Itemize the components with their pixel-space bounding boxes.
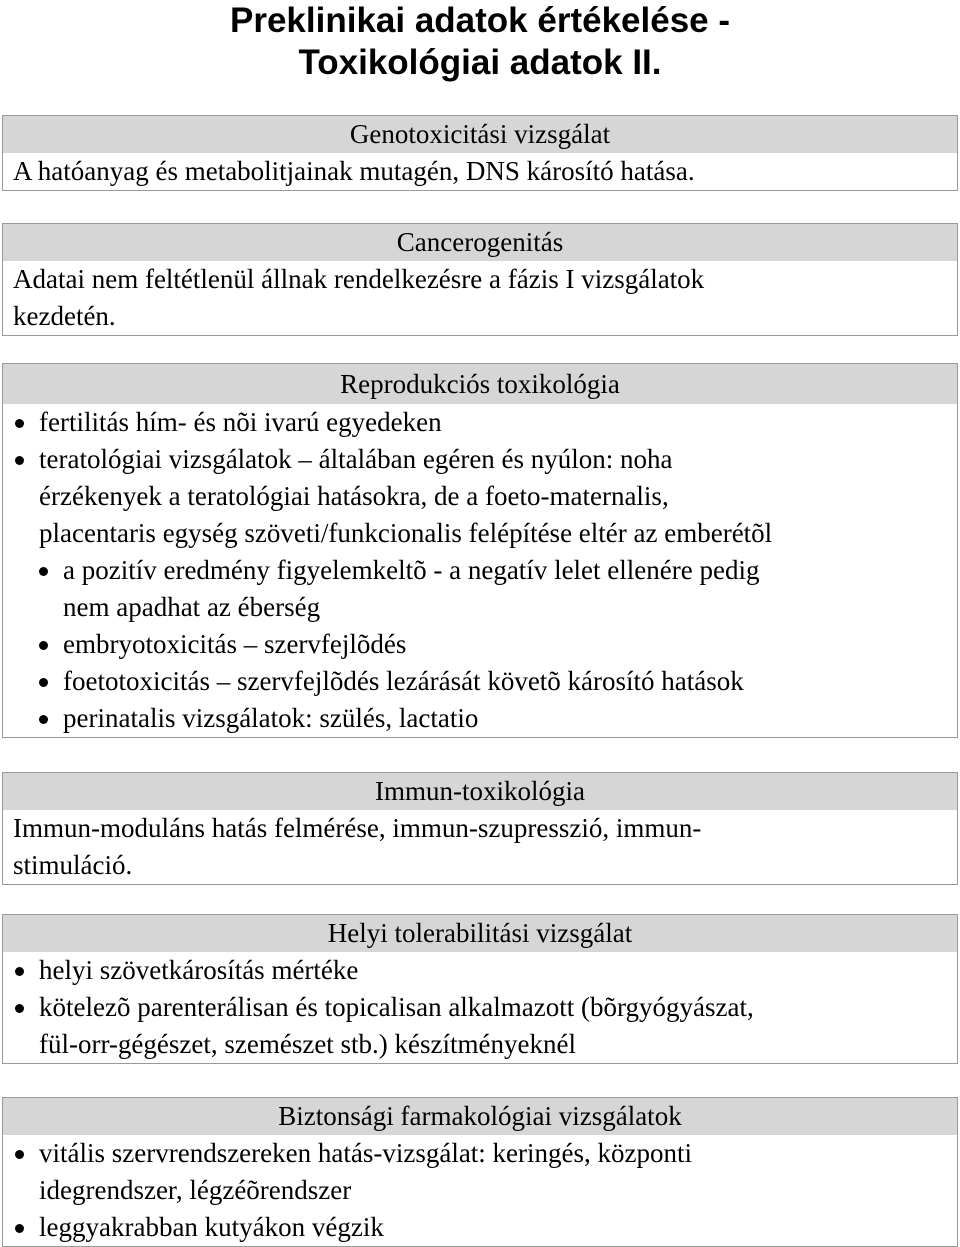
text-line: Immun-moduláns hatás felmérése, immun-szupresszió, immun- [13,813,702,843]
item-text: placentaris egység szöveti/funkcionalis felépítése eltér az emberétõl [39,518,773,548]
item-text: fül-orr-gégészet, szemészet stb.) készítményeknél [39,1029,576,1059]
safety-pharmacology-heading: Biztonsági farmakológiai vizsgálatok [3,1098,957,1135]
immunotoxicology-text [3,810,957,884]
text-line: A hatóanyag és metabolitjainak mutagén, DNS károsító hatása. [13,156,695,186]
item-text: helyi szövetkárosítás mértéke [39,955,359,985]
genotoxicity-heading: Genotoxicitási vizsgálat [3,116,957,153]
sub-list-item [37,700,957,737]
list-item [13,441,957,552]
genotoxicity-section [2,115,958,191]
item-text: perinatalis vizsgálatok: szülés, lactatio [63,703,479,733]
list-item [13,404,957,441]
item-text: embryotoxicitás – szervfejlõdés [63,629,407,659]
genotoxicity-text [3,153,957,190]
safety-pharmacology-section [2,1097,958,1247]
reproductive-toxicology-section [2,363,958,738]
list-item [13,1135,957,1209]
page-title-line-1: Preklinikai adatok értékelése - [230,1,730,40]
carcinogenicity-section [2,223,958,336]
item-text: kötelezõ parenterálisan és topicalisan alkalmazott (bõrgyógyászat, [39,992,754,1022]
item-text: teratológiai vizsgálatok – általában egéren és nyúlon: noha [39,444,673,474]
text-line: kezdetén. [13,301,116,331]
immunotoxicology-heading: Immun-toxikológia [3,773,957,810]
bullet-icon [39,715,48,724]
local-tolerability-section [2,914,958,1064]
item-text: vitális szervrendszereken hatás-vizsgálat: keringés, központi [39,1138,693,1168]
sub-list-item [37,663,957,700]
page-title [0,0,960,84]
text-line: stimuláció. [13,850,133,880]
carcinogenicity-heading: Cancerogenitás [3,224,957,261]
item-text: érzékenyek a teratológiai hatásokra, de a foeto-maternalis, [39,481,669,511]
bullet-icon [15,456,24,465]
reproductive-list [3,404,957,737]
item-text: nem apadhat az éberség [63,592,321,622]
reproductive-toxicology-heading: Reprodukciós toxikológia [3,364,957,404]
local-tolerability-heading: Helyi tolerabilitási vizsgálat [3,915,957,952]
bullet-icon [39,641,48,650]
list-item [13,1209,957,1246]
local-tolerability-list [3,952,957,1063]
item-text: a pozitív eredmény figyelemkeltõ - a negatív lelet ellenére pedig [63,555,760,585]
carcinogenicity-text [3,261,957,335]
list-item [13,989,957,1063]
item-text: leggyakrabban kutyákon végzik [39,1212,384,1242]
immunotoxicology-section [2,772,958,885]
bullet-icon [15,1150,24,1159]
bullet-icon [15,419,24,428]
bullet-icon [39,567,48,576]
page-title-line-2: Toxikológiai adatok II. [298,43,662,82]
text-line: Adatai nem feltétlenül állnak rendelkezésre a fázis I vizsgálatok [13,264,705,294]
sub-list-item [37,552,957,626]
item-text: idegrendszer, légzéõrendszer [39,1175,352,1205]
sub-list-item [37,626,957,663]
safety-pharmacology-list [3,1135,957,1246]
item-text: fertilitás hím- és nõi ivarú egyedeken [39,407,442,437]
bullet-icon [15,1224,24,1233]
item-text: foetotoxicitás – szervfejlõdés lezárását követõ károsító hatások [63,666,744,696]
list-item [13,952,957,989]
bullet-icon [15,967,24,976]
bullet-icon [39,678,48,687]
bullet-icon [15,1004,24,1013]
